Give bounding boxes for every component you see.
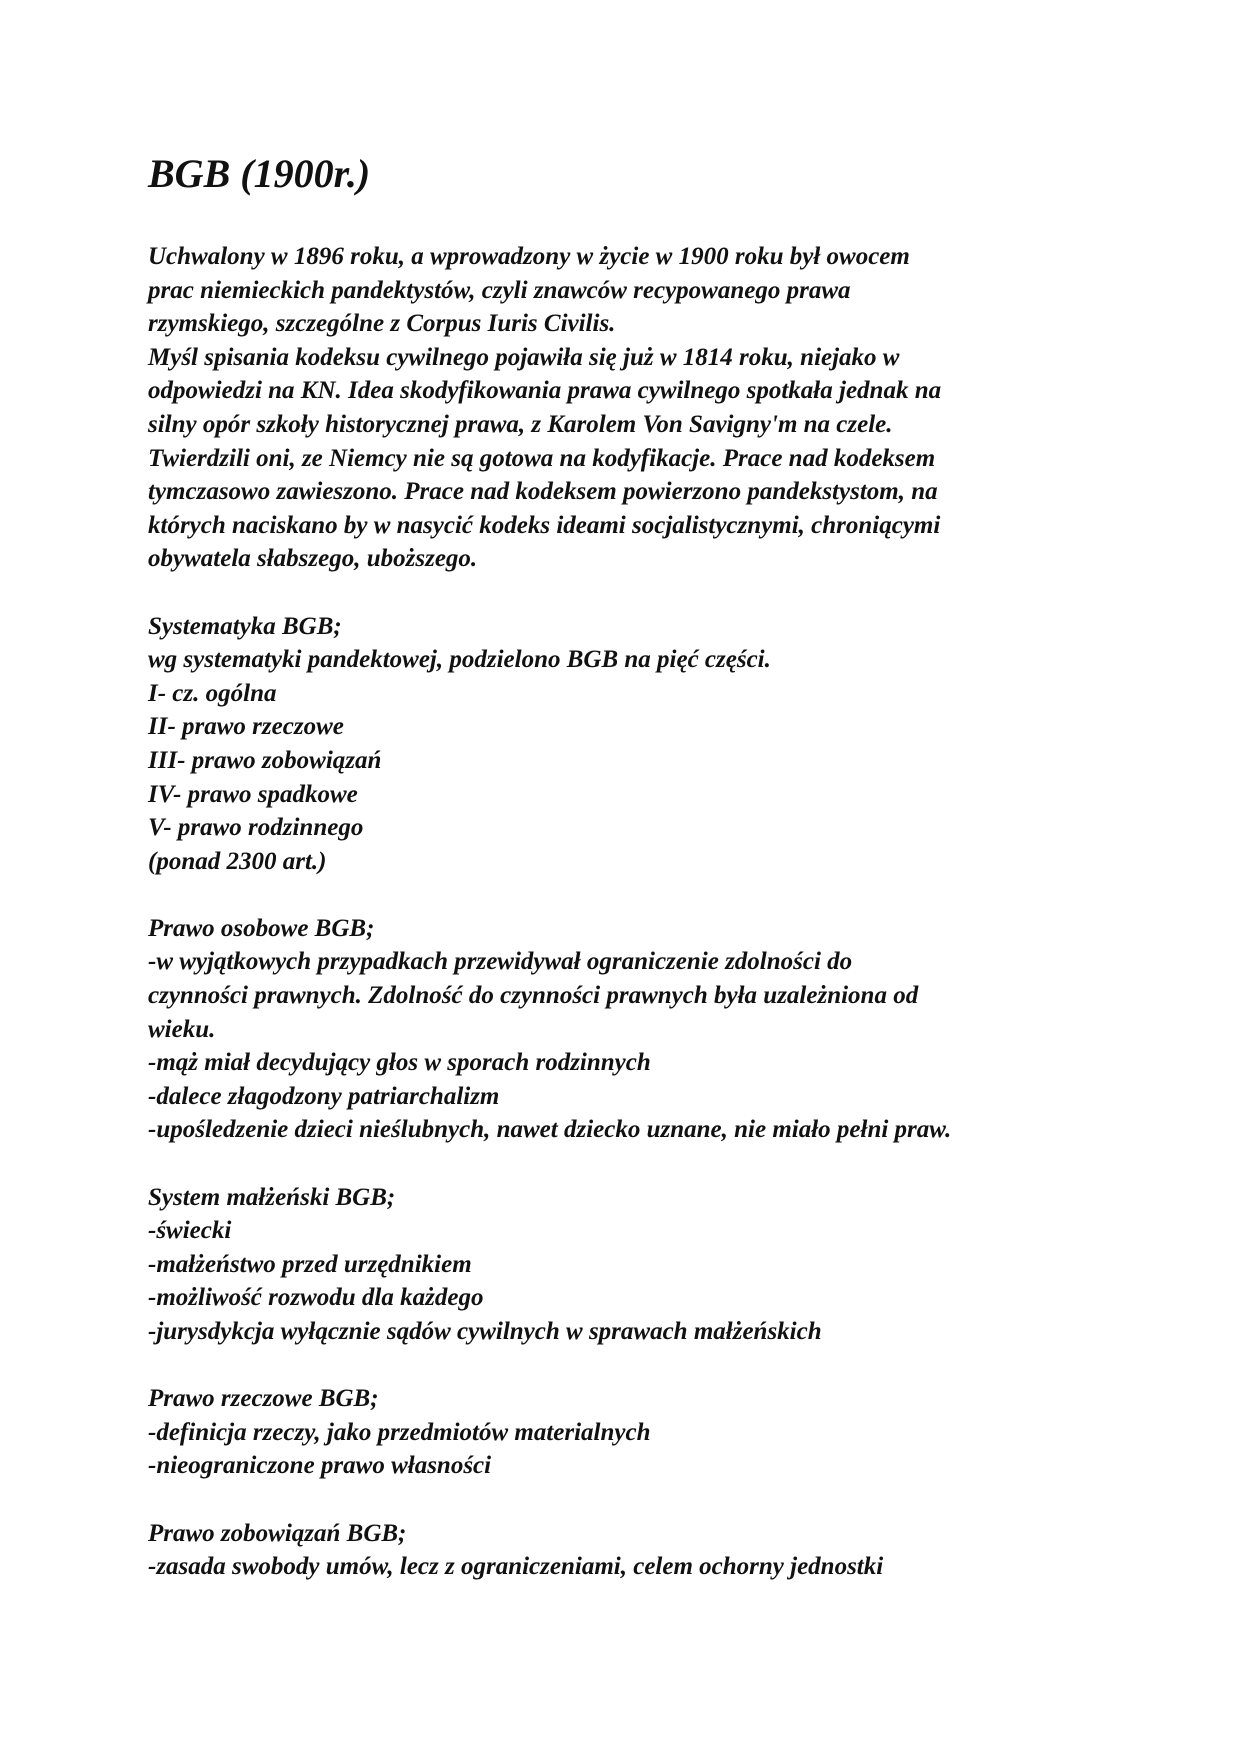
- section-line: -dalece złagodzony patriarchalizm: [148, 1082, 500, 1110]
- section-heading: Prawo osobowe BGB;: [148, 914, 375, 942]
- section-line: -małżeństwo przed urzędnikiem: [148, 1250, 472, 1278]
- section-heading: Prawo rzeczowe BGB;: [148, 1385, 379, 1413]
- intro-line: których naciskano by w nasycić kodeks ideami socjalistycznymi, chroniącymi: [148, 511, 941, 539]
- intro-line: rzymskiego, szczególne z Corpus Iuris Civilis.: [148, 310, 616, 338]
- section-marriage-system: [148, 1181, 1108, 1349]
- section-line: (ponad 2300 art.): [148, 847, 327, 875]
- section-line: -definicja rzeczy, jako przedmiotów materialnych: [148, 1418, 651, 1446]
- section-line: wieku.: [148, 1015, 216, 1043]
- section-heading: System małżeński BGB;: [148, 1183, 396, 1211]
- section-systematics: [148, 610, 1108, 879]
- section-line: -świecki: [148, 1217, 232, 1245]
- section-line: IV- prawo spadkowe: [148, 780, 358, 808]
- intro-line: prac niemieckich pandektystów, czyli znawców recypowanego prawa: [148, 276, 851, 304]
- section-line: czynności prawnych. Zdolność do czynności prawnych była uzależniona od: [148, 982, 919, 1010]
- intro-line: silny opór szkoły historycznej prawa, z Karolem Von Savigny'm na czele.: [148, 410, 893, 438]
- section-line: -mąż miał decydujący głos w sporach rodzinnych: [148, 1049, 651, 1077]
- intro-line: odpowiedzi na KN. Idea skodyfikowania prawa cywilnego spotkała jednak na: [148, 377, 942, 405]
- section-personal-law: [148, 912, 1108, 1147]
- section-obligations-law: [148, 1517, 1108, 1584]
- section-line: -zasada swobody umów, lecz z ograniczeniami, celem ochorny jednostki: [148, 1553, 884, 1581]
- section-line: -w wyjątkowych przypadkach przewidywał ograniczenie zdolności do: [148, 948, 853, 976]
- section-heading: Systematyka BGB;: [148, 612, 342, 640]
- section-line: III- prawo zobowiązań: [148, 746, 382, 774]
- section-line: -nieograniczone prawo własności: [148, 1452, 492, 1480]
- section-line: -jurysdykcja wyłącznie sądów cywilnych w sprawach małżeńskich: [148, 1318, 822, 1345]
- intro-line: Uchwalony w 1896 roku, a wprowadzony w życie w 1900 roku był owocem: [148, 243, 910, 270]
- document-page: [148, 148, 1108, 1584]
- section-line: II- prawo rzeczowe: [148, 713, 344, 741]
- section-line: -możliwość rozwodu dla każdego: [148, 1284, 484, 1312]
- section-heading: Prawo zobowiązań BGB;: [148, 1519, 407, 1547]
- document-title: BGB (1900r.): [148, 151, 371, 196]
- intro-line: Myśl spisania kodeksu cywilnego pojawiła się już w 1814 roku, niejako w: [148, 343, 900, 371]
- section-line: wg systematyki pandektowej, podzielono BGB na pięć części.: [148, 646, 771, 674]
- intro-paragraph: [148, 240, 1108, 576]
- section-line: I- cz. ogólna: [148, 679, 277, 707]
- intro-line: Twierdzili oni, ze Niemcy nie są gotowa na kodyfikacje. Prace nad kodeksem: [148, 444, 936, 472]
- section-line: V- prawo rodzinnego: [148, 814, 364, 842]
- intro-line: obywatela słabszego, uboższego.: [148, 545, 478, 573]
- section-property-law: [148, 1382, 1108, 1483]
- section-line: -upośledzenie dzieci nieślubnych, nawet dziecko uznane, nie miało pełni praw.: [148, 1116, 952, 1144]
- intro-line: tymczasowo zawieszono. Prace nad kodeksem powierzono pandekstystom, na: [148, 478, 938, 506]
